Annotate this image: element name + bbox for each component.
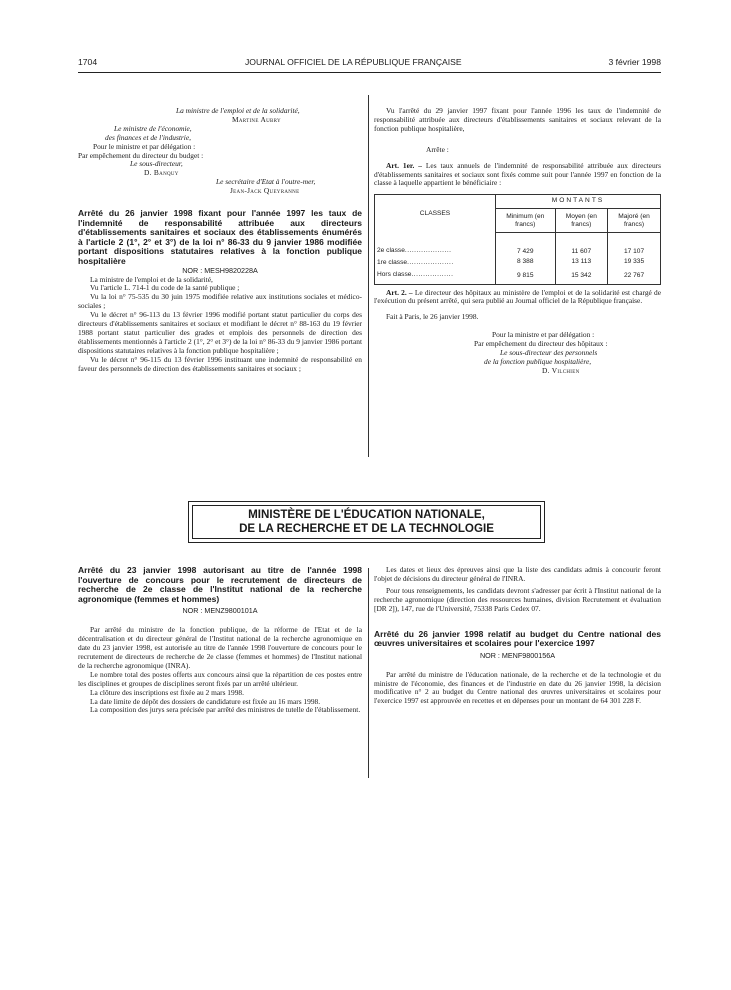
arrete-label: Arrête : [426,144,449,154]
nor-reference: NOR : MESH9820228A [182,265,258,275]
fait-a-paris: Fait à Paris, le 26 janvier 1998. [386,312,479,322]
page-header [78,57,661,71]
table-cell: 13 113 [555,257,608,269]
signature-line: Par empêchement du directeur des hôpitaux : [474,339,608,349]
table-header-classes: CLASSES [375,195,496,233]
column-divider-top [368,95,369,457]
issue-date: 3 février 1998 [608,57,661,67]
paragraph: Par arrêté du ministre de la fonction publique, de la réforme de l'Etat et de la décentralisation et du directeur général de l'Institut national de la recherche agronomique en date du 23 janvier 1998, est autorisée au titre de l'année 1998 l'ouverture de concours pour le recrutement de directeurs de recherche de 2e classe (femmes et hommes) de l'Institut national de la recherche agronomique (INRA). [78,625,362,670]
table-subheader: Majoré (en francs) [608,209,661,233]
table-cell-classe: Hors classe.................. [375,269,496,284]
page-number: 1704 [78,57,98,67]
paragraph: Vu le décret n° 96-113 du 13 février 1996 modifié portant statut particulier du corps des directeurs d'établissements sanitaires et sociaux et modifiant le décret n° 88-163 du 19 février 1988 portant statut particulier des grades et emplois des personnels de direction des établissements mentionnés à l'article 2 (1°, 2° et 3°) de la loi n° 86-33 du 9 janvier 1986 portant dispositions statutaires relatives à la fonction publique hospitalière ; [78,310,362,355]
signature-line: Pour le ministre et par délégation : [93,141,196,151]
top-right-column [374,107,661,376]
table-cell: 8 388 [496,257,556,269]
table-cell: 11 607 [555,233,608,257]
paragraph: Le nombre total des postes offerts aux concours ainsi que la répartition de ces postes entre les disciplines et groupes de disciplines seront fixés par un arrêté ultérieur. [78,669,362,688]
table-cell: 15 342 [555,269,608,284]
paragraph: Par arrêté du ministre de l'éducation nationale, de la recherche et de la technologie et du ministre de l'économie, des finances et de l'industrie en date du 26 janvier 1998, la décision modificative n° 2 au budget du Centre national des œuvres universitaires et scolaires pour l'exercice 1997 est approuvée en recettes et en dépenses pour un montant de 64 301 228 F. [374,669,661,706]
table-subheader: Moyen (en francs) [555,209,608,233]
article-label: Art. 1er. – [386,160,422,170]
table-cell: 9 815 [496,269,556,284]
table-cell-classe: 1re classe.................... [375,257,496,269]
ministry-heading-box [188,501,545,543]
table-cell-classe: 2e classe.................... [375,233,496,257]
decree-title: Arrêté du 26 janvier 1998 relatif au budget du Centre national des œuvres universitaires et scolaires pour l'exercice 1997 [374,628,661,649]
ministry-heading [192,505,541,539]
ministry-line-1: MINISTÈRE DE L'ÉDUCATION NATIONALE, [248,508,485,521]
paragraph: La composition des jurys sera précisée par arrêté des ministres de tutelle de l'établissement. [90,705,361,715]
signature-name: D. Banquy [144,168,179,178]
table-subheader: Minimum (en francs) [496,209,556,233]
signature-line: Le sous-directeur, [130,159,183,169]
signature-line: Pour la ministre et par délégation : [492,330,595,340]
table-cell: 19 335 [608,257,661,269]
header-rule [78,72,661,73]
ministry-line-2: DE LA RECHERCHE ET DE LA TECHNOLOGIE [239,522,494,535]
signature-line: Le secrétaire d'Etat à l'outre-mer, [216,177,316,187]
table-header-montants: MONTANTS [496,195,661,209]
classe-label: 1re classe [377,258,408,266]
article-text: Les taux annuels de l'indemnité de responsabilité attribuée aux directeurs d'établissements sanitaires et sociaux sont fixés comme suit pour l'année 1997 en fonction de la classe à laquelle appartient le bénéficiaire : [374,160,661,188]
signature-line: de la fonction publique hospitalière, [484,357,592,366]
decree-title: Arrêté du 26 janvier 1998 fixant pour l'année 1997 les taux de l'indemnité de responsabilité attribuée aux directeurs d'établissements sanitaires et sociaux des établissements énumérés à l'article 2 (1°, 2° et 3°) de la loi n° 86-33 du 9 janvier 1986 modifiée portant dispositions statutaires relatives à la fonction publique hospitalière [78,208,362,267]
decree-title: Arrêté du 23 janvier 1998 autorisant au titre de l'année 1998 l'ouverture de concours pour le recrutement de directeurs de recherche de 2e classe de l'Institut national de la recherche agronomique (femmes et hommes) [78,565,362,604]
bottom-right-column [374,566,661,706]
paragraph: Vu le décret n° 96-115 du 13 février 1996 instituant une indemnité de responsabilité en faveur des personnels de direction des établissements sanitaires et sociaux ; [78,354,362,373]
classe-label: 2e classe [377,246,405,254]
signature-line: Le ministre de l'économie, [114,123,192,133]
article-text: Le directeur des hôpitaux au ministère de l'emploi et de la solidarité est chargé de l'exécution du présent arrêté, qui sera publié au Journal officiel de la République française. [374,287,661,306]
table-cell: 17 107 [608,233,661,257]
rates-table-wrapper [374,194,661,284]
signature-name: Martine Aubry [232,114,281,124]
journal-title: JOURNAL OFFICIEL DE LA RÉPUBLIQUE FRANÇAISE [245,57,462,67]
signature-name: D. Vilchien [542,365,580,375]
paragraph: Vu la loi n° 75-535 du 30 juin 1975 modifiée relative aux institutions sociales et médico-sociales ; [78,292,362,311]
signature-line: La ministre de l'emploi et de la solidarité, [176,106,300,115]
paragraph: Vu l'arrêté du 29 janvier 1997 fixant pour l'année 1996 les taux de l'indemnité de responsabilité attribuée aux directeurs d'établissements sanitaires et sociaux relevant de la fonction publique hospitalière, [374,106,661,133]
paragraph: Vu l'article L. 714-1 du code de la santé publique ; [90,283,240,293]
paragraph: La date limite de dépôt des dossiers de candidature est fixée au 16 mars 1998. [90,696,321,706]
paragraph: La ministre de l'emploi et de la solidarité, [90,274,213,284]
column-divider-bottom [368,568,369,778]
classe-label: Hors classe [377,270,412,278]
nor-reference: NOR : MENZ9800101A [182,606,258,616]
table-cell: 22 767 [608,269,661,284]
signature-line: des finances et de l'industrie, [105,132,191,142]
rates-table [374,194,661,284]
paragraph: Pour tous renseignements, les candidats devront s'adresser par écrit à l'Institut national de la recherche agronomique (direction des ressources humaines, division Recrutement et évaluation [DR 2]), 147, rue de l'Université, 75338 Paris Cedex 07. [374,585,661,613]
signature-name: Jean-Jack Queyranne [230,186,300,196]
top-left-column [78,107,362,374]
signature-line: Le sous-directeur des personnels [500,348,598,358]
paragraph: La clôture des inscriptions est fixée au 2 mars 1998. [90,687,244,697]
bottom-left-column [78,566,362,715]
table-cell: 7 429 [496,233,556,257]
signature-line: Par empêchement du directeur du budget : [78,150,204,160]
nor-reference: NOR : MENF9800156A [479,650,556,660]
paragraph: Les dates et lieux des épreuves ainsi que la liste des candidats admis à concourir feront l'objet de décisions du directeur général de l'INRA. [374,565,661,583]
article-label: Art. 2. – [386,287,413,297]
